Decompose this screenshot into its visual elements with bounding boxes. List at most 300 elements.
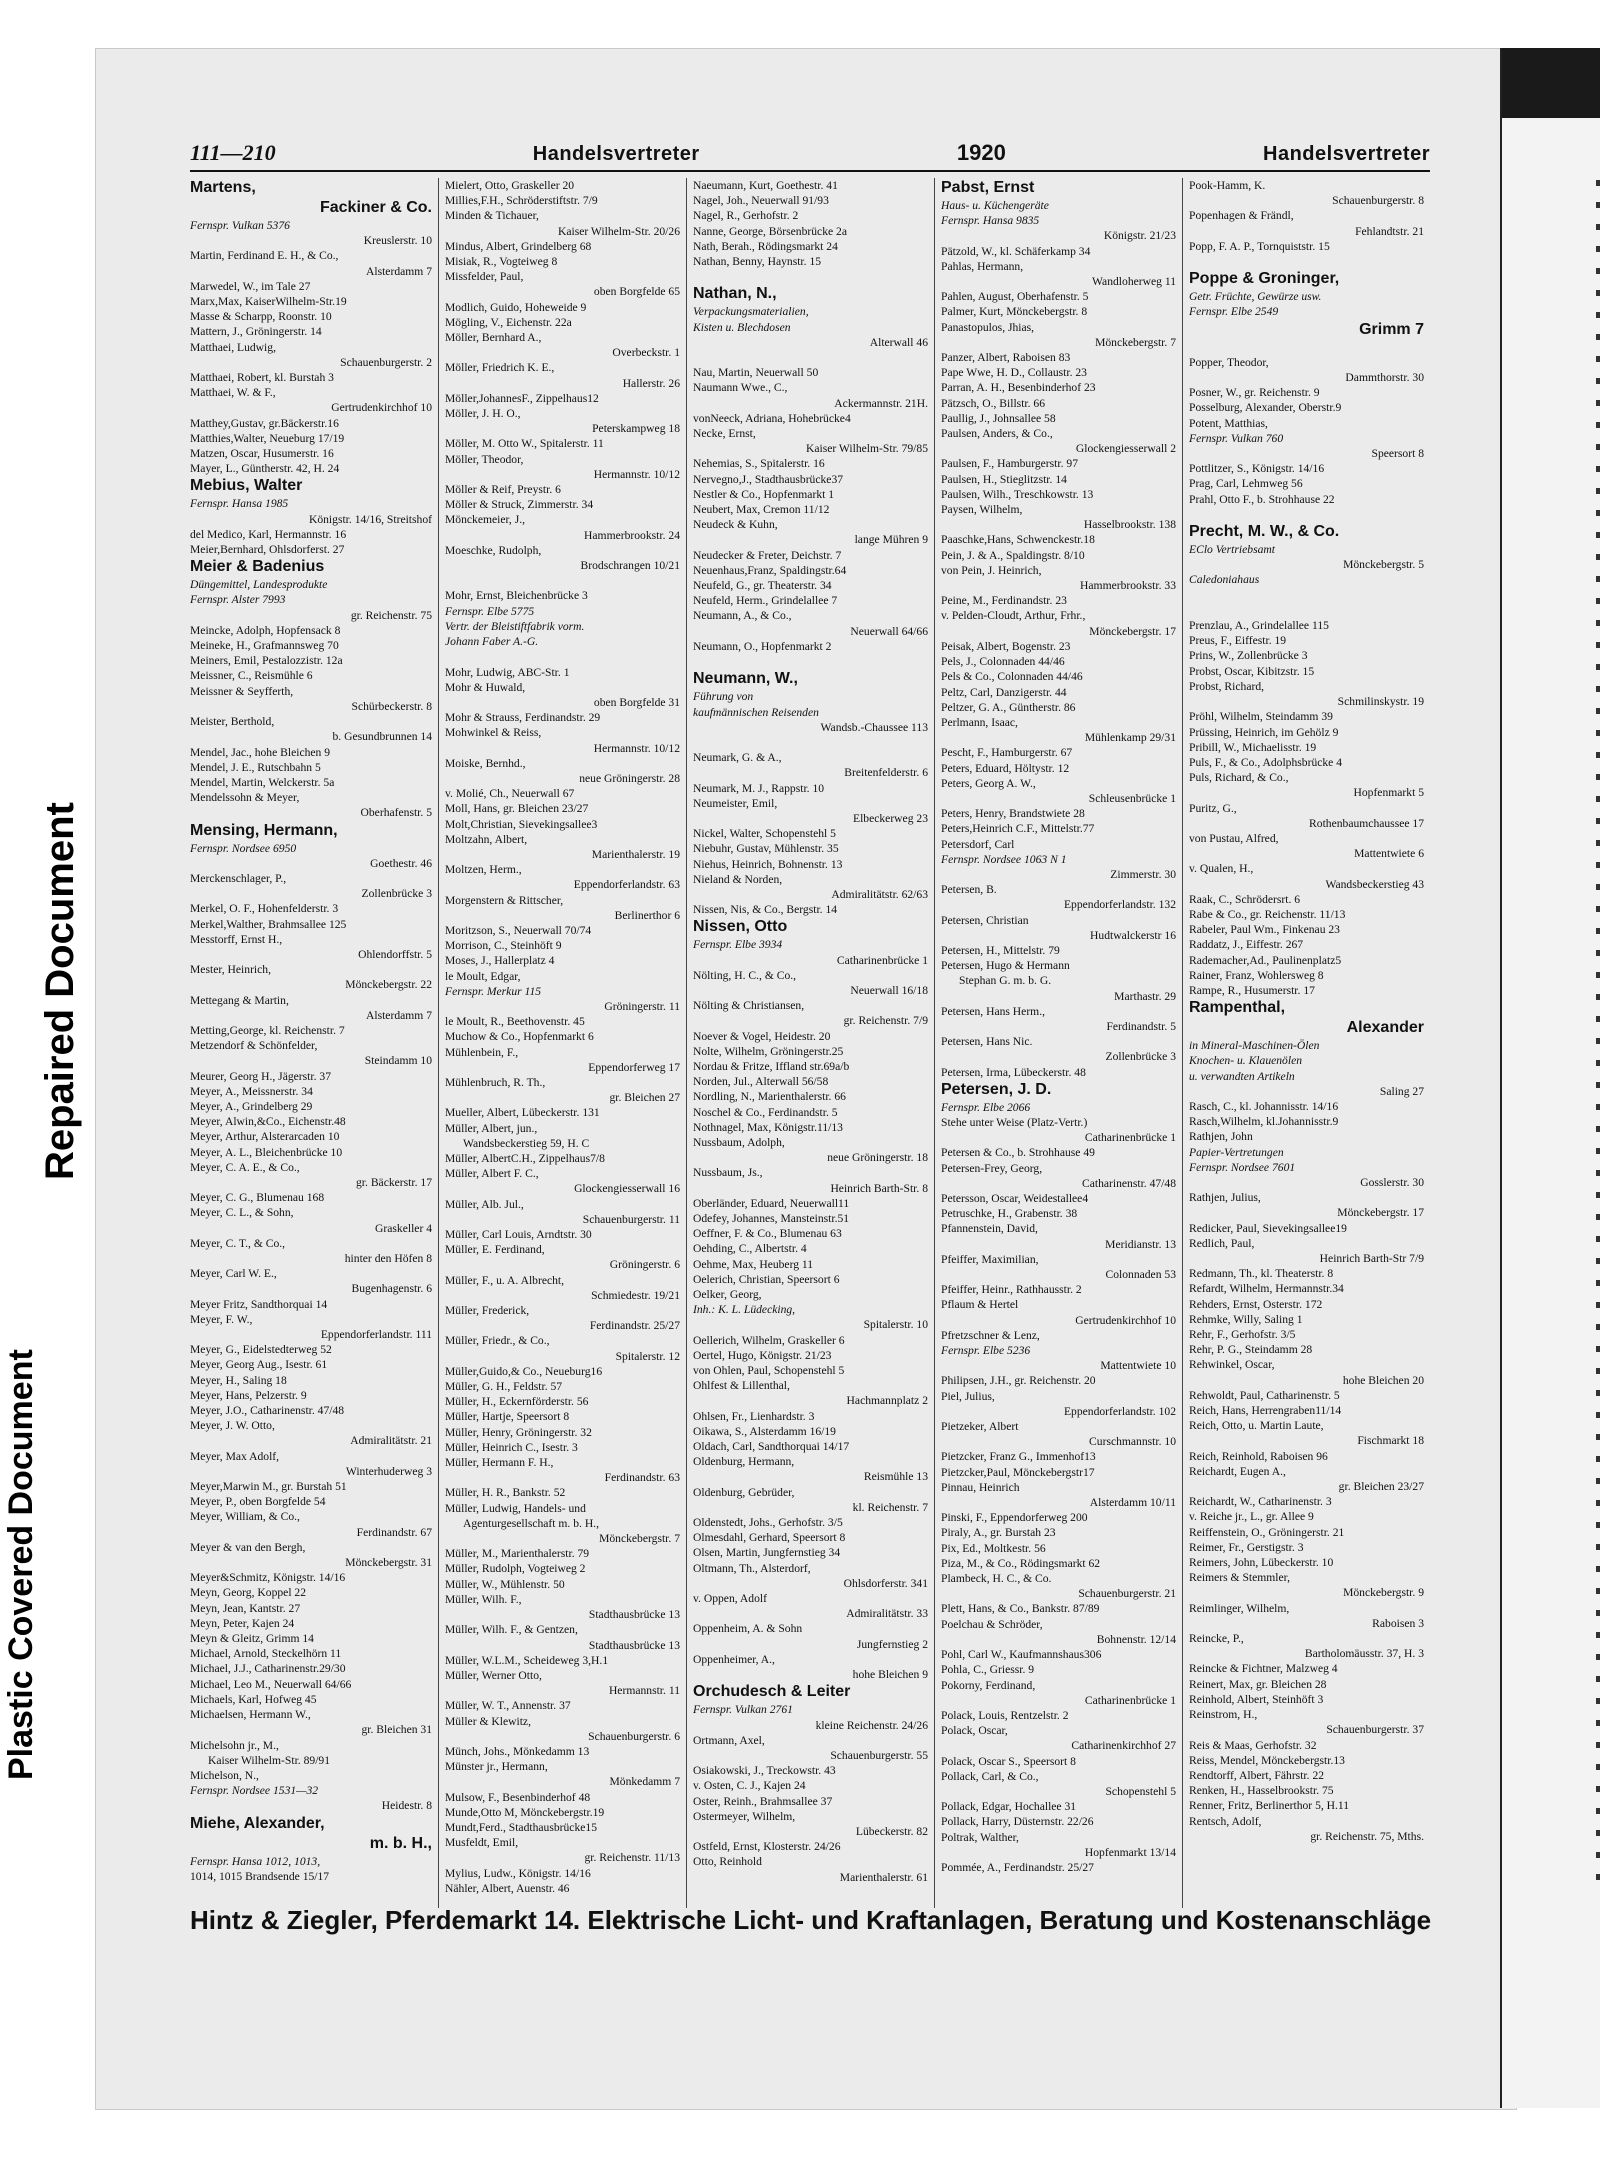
listing-line: Mühlenkamp 29/31: [1084, 731, 1176, 745]
listing-line: Heinrich Barth-Str. 8: [830, 1181, 928, 1195]
listing-line: Möller, Bernhard A.,: [445, 331, 542, 345]
listing-line: Mönckebergstr. 5: [1343, 558, 1424, 572]
listing-line: Nordling, N., Marienthalerstr. 66: [693, 1090, 846, 1104]
listing-line: Oelerich, Christian, Speersort 6: [693, 1272, 840, 1286]
listing-line: Pottlitzer, S., Königstr. 14/16: [1189, 462, 1325, 476]
listing-line: Neufeld, Herm., Grindelallee 7: [693, 594, 838, 608]
listing-line: lange Mühren 9: [854, 533, 928, 547]
listing-line: Meyer, Hans, Pelzerstr. 9: [190, 1388, 307, 1402]
listing-line: Meyer, A., Grindelberg 29: [190, 1099, 313, 1113]
listing-line: Meyer&Schmitz, Königstr. 14/16: [190, 1571, 346, 1585]
listing-line: Verpackungsmaterialien,: [693, 305, 809, 319]
listing-line: Möller, M. Otto W., Spitalerstr. 11: [445, 437, 604, 451]
listing-line: Müller, Henry, Gröningerstr. 32: [445, 1425, 592, 1439]
listing-line: Oldenstedt, Johs., Gerhofstr. 3/5: [693, 1516, 843, 1530]
listing-line: Eppendorferweg 17: [588, 1060, 680, 1074]
year: 1920: [956, 140, 1006, 165]
listing-line: Petersen, Irma, Lübeckerstr. 48: [941, 1065, 1086, 1079]
listing-line: Naumann Wwe., C.,: [693, 381, 788, 395]
listing-line: Ferdinandstr. 67: [356, 1525, 432, 1539]
listing-line: Rehmke, Willy, Saling 1: [1189, 1312, 1303, 1326]
listing-heading: Precht, M. W., & Co.: [1189, 523, 1340, 541]
listing-line: Meyn, Peter, Kajen 24: [190, 1616, 295, 1630]
listing-line: Redlich, Paul,: [1189, 1236, 1255, 1250]
listing-line: Hasselbrookstr. 138: [1083, 518, 1176, 532]
listing-line: Wandsbeckerstieg 59, H. C: [463, 1136, 590, 1150]
listing-line: Poltrak, Walther,: [941, 1830, 1019, 1844]
listing-line: gr. Reichenstr. 75, Mths.: [1310, 1829, 1424, 1843]
listing-heading: Orchudesch & Leiter: [693, 1683, 851, 1701]
listing-line: Goethestr. 46: [370, 856, 432, 870]
listing-line: Möller, J. H. O.,: [445, 407, 521, 421]
listing-line: Hermannstr. 11: [608, 1684, 680, 1698]
listing-line: Mohr & Huwald,: [445, 680, 526, 694]
listing-line: Königstr. 21/23: [1103, 229, 1176, 243]
listing-line: Nähler, Albert, Auenstr. 46: [445, 1881, 570, 1895]
listing-line: Catharinenbrücke 1: [836, 953, 928, 967]
column-1: [190, 178, 438, 1908]
listing-line: Oldach, Carl, Sandthorquai 14/17: [693, 1440, 850, 1454]
listing-line: Schopenstehl 5: [1105, 1784, 1176, 1798]
page-range: 111—210: [190, 140, 276, 165]
listing-line: Martin, Ferdinand E. H., & Co.,: [190, 249, 339, 263]
listing-line: Zimmerstr. 30: [1110, 867, 1176, 881]
listing-line: Meineke, H., Grafmannsweg 70: [190, 639, 339, 653]
listing-line: Peisak, Albert, Bogenstr. 23: [941, 639, 1071, 653]
listing-line: Kaiser Wilhelm-Str. 20/26: [557, 224, 680, 238]
column-2: [438, 178, 686, 1908]
listing-line: Olmesdahl, Gerhard, Speersort 8: [693, 1531, 846, 1545]
listing-line: Neumark, M. J., Rappstr. 10: [693, 781, 825, 795]
listing-line: Müller, G. H., Feldstr. 57: [445, 1380, 563, 1394]
listing-line: Peltzer, G. A., Güntherstr. 86: [941, 700, 1076, 714]
listing-line: Schauenburgerstr. 6: [588, 1729, 680, 1743]
listing-line: Reis & Maas, Gerhofstr. 32: [1189, 1738, 1317, 1752]
listing-line: Müller, AlbertC.H., Zippelhaus7/8: [445, 1152, 605, 1165]
listing-line: Stehe unter Weise (Platz-Vertr.): [941, 1115, 1088, 1129]
listing-line: Möller,JohannesF., Zippelhaus12: [445, 391, 599, 405]
listing-line: Spitalerstr. 12: [615, 1349, 680, 1363]
listing-line: Curschmannstr. 10: [1089, 1435, 1176, 1449]
listing-line: Polack, Oscar,: [941, 1724, 1008, 1738]
listing-line: Fernspr. Hansa 1985: [190, 497, 289, 511]
listing-line: Zollenbrücke 3: [361, 887, 432, 901]
listing-line: Missfelder, Paul,: [445, 270, 524, 284]
listing-line: Admiralitätstr. 21: [350, 1434, 432, 1448]
listing-line: Schauenburgerstr. 37: [1326, 1723, 1424, 1737]
listing-heading: Meier & Badenius: [190, 558, 325, 576]
listing-line: Meyer, J. W. Otto,: [190, 1419, 275, 1433]
listing-line: Panastopulos, Jhias,: [941, 320, 1035, 334]
listing-line: Plett, Hans, & Co., Bankstr. 87/89: [941, 1602, 1100, 1616]
listing-line: Königstr. 14/16, Streitshof: [308, 512, 432, 526]
listing-line: Mönckebergstr. 7: [1095, 335, 1176, 349]
listing-line: Nehemias, S., Spitalerstr. 16: [693, 457, 825, 471]
listing-line: v. Osten, C. J., Kajen 24: [693, 1779, 806, 1793]
listing-heading: Rampenthal,: [1189, 999, 1286, 1017]
listing-line: Catharinenkirchhof 27: [1071, 1739, 1176, 1753]
listing-line: Posselburg, Alexander, Oberstr.9: [1189, 401, 1342, 415]
listing-line: Reich, Otto, u. Martin Laute,: [1189, 1419, 1324, 1433]
listing-line: Nau, Martin, Neuerwall 50: [693, 366, 819, 380]
listing-line: v. Qualen, H.,: [1189, 862, 1254, 876]
listing-line: Stephan G. m. b. G.: [959, 974, 1052, 988]
listing-line: Moeschke, Rudolph,: [445, 543, 542, 557]
listing-line: Breitenfelderstr. 6: [844, 766, 928, 780]
listing-line: Pokorny, Ferdinand,: [941, 1678, 1036, 1692]
listing-line: Mattentwiete 10: [1100, 1359, 1176, 1373]
listing-line: hohe Bleichen 20: [1342, 1373, 1424, 1387]
listing-line: Oldenburg, Gebrüder,: [693, 1485, 795, 1499]
listing-line: Schmilinskystr. 19: [1337, 695, 1424, 709]
listing-line: hinter den Höfen 8: [344, 1252, 432, 1265]
listing-line: Nervegno,J., Stadthausbrücke37: [693, 472, 844, 486]
listing-line: Hammerbrookstr. 24: [584, 528, 680, 542]
listing-line: Palmer, Kurt, Mönckebergstr. 8: [941, 305, 1088, 319]
listing-line: Petersdorf, Carl: [941, 837, 1015, 851]
listing-line: Pribill, W., Michaelisstr. 19: [1189, 740, 1317, 754]
listing-line: Peters, Georg A. W.,: [941, 776, 1036, 790]
listing-line: Saling 27: [1379, 1084, 1424, 1098]
listing-line: Prenzlau, A., Grindelallee 115: [1189, 619, 1329, 633]
listing-line: Petersen, Hans Herm.,: [941, 1004, 1045, 1018]
listing-line: Eppendorferlandstr. 102: [1063, 1404, 1176, 1418]
listing-line: Meyer, Alwin,&Co., Eichenstr.48: [190, 1115, 346, 1129]
listing-line: Gosslerstr. 30: [1360, 1175, 1424, 1189]
listing-line: Nagel, Joh., Neuerwall 91/93: [693, 194, 829, 208]
listing-line: Petersen, B.: [941, 883, 997, 897]
listing-line: Mühlenbruch, R. Th.,: [445, 1075, 546, 1089]
listing-line: Nissen, Nis, & Co., Bergstr. 14: [693, 903, 838, 917]
section-title-right: Handelsvertreter: [1263, 143, 1430, 165]
listing-line: Marthastr. 29: [1114, 989, 1176, 1003]
listing-line: Mönckebergstr. 9: [1343, 1586, 1424, 1600]
listing-line: Polack, Oscar S., Speersort 8: [941, 1754, 1076, 1768]
listing-line: [445, 573, 680, 588]
listing-line: Nieland & Norden,: [693, 872, 783, 886]
listing-line: le Moult, R., Beethovenstr. 45: [445, 1015, 585, 1029]
listing-line: Müller, Werner Otto,: [445, 1668, 542, 1682]
listing-line: Reich, Hans, Herrengraben11/14: [1189, 1404, 1342, 1418]
listing-line: Heinrich Barth-Str 7/9: [1319, 1252, 1424, 1265]
listing-line: Niehus, Heinrich, Bohnenstr. 13: [693, 857, 843, 871]
listing-line: Müller, Ludwig, Handels- und: [445, 1501, 586, 1515]
listing-line: oben Borgfelde 31: [593, 695, 680, 709]
listing-line: Pietzeker, Albert: [941, 1420, 1019, 1434]
listing-line: Bohnenstr. 12/14: [1096, 1632, 1176, 1646]
listing-line: Gröningerstr. 6: [609, 1258, 680, 1272]
listing-line: Paullig, J., Johnsallee 58: [941, 411, 1056, 425]
listing-line: kleine Reichenstr. 24/26: [815, 1718, 928, 1732]
listing-line: Petersen, H., Mittelstr. 79: [941, 943, 1060, 957]
listing-line: Möller & Reif, Preystr. 6: [445, 483, 561, 497]
listing-line: Oberländer, Eduard, Neuerwall11: [693, 1196, 850, 1210]
listing-line: Admiralitätstr. 62/63: [831, 887, 928, 901]
listing-line: Elbeckerweg 23: [852, 811, 928, 825]
listing-line: Müller,Guido,& Co., Neueburg16: [445, 1364, 603, 1378]
listing-line: Odefey, Johannes, Mansteinstr.51: [693, 1212, 850, 1225]
listing-line: Fernspr. Nordsee 6950: [190, 841, 297, 855]
listing-line: Ohlsen, Fr., Lienhardstr. 3: [693, 1409, 815, 1423]
listing-line: Meyer, C. G., Blumenau 168: [190, 1191, 325, 1205]
listing-line: Pfannenstein, David,: [941, 1222, 1038, 1236]
listing-line: u. verwandten Artikeln: [1189, 1069, 1295, 1083]
listing-line: Noschel & Co., Ferdinandstr. 5: [693, 1105, 838, 1119]
listing-line: Pohla, C., Griessr. 9: [941, 1663, 1035, 1677]
listing-line: Rothenbaumchaussee 17: [1309, 816, 1424, 830]
listing-line: Pietzcker, Franz G., Immenhof13: [941, 1450, 1096, 1464]
listing-line: von Pustau, Alfred,: [1189, 831, 1279, 845]
listing-line: Matthies,Walter, Neueburg 17/19: [190, 431, 345, 445]
listing-line: Renner, Fritz, Berlinerthor 5, H.11: [1189, 1799, 1350, 1813]
listing-line: Norden, Jul., Alterwall 56/58: [693, 1075, 829, 1089]
listing-line: Rainer, Franz, Wohlersweg 8: [1189, 968, 1324, 982]
listing-line: Nagel, R., Gerhofstr. 2: [693, 209, 799, 223]
listing-line: Niebuhr, Gustav, Mühlenstr. 35: [693, 842, 839, 856]
listing-line: gr. Reichenstr. 7/9: [843, 1014, 928, 1028]
listing-line: Pfretzschner & Lenz,: [941, 1328, 1040, 1342]
listing-line: Müller, Friedr., & Co.,: [445, 1334, 550, 1348]
listing-line: Neufeld, G., gr. Theaterstr. 34: [693, 579, 832, 593]
listing-line: Müller, E. Ferdinand,: [445, 1243, 545, 1257]
listing-line: Petersen-Frey, Georg,: [941, 1161, 1043, 1175]
listing-line: Puritz, G.,: [1189, 801, 1237, 815]
footer-advertisement: Hintz & Ziegler, Pferdemarkt 14. Elektrische Licht- und Kraftanlagen, Beratung und Kostenanschläge: [190, 1905, 1432, 1935]
listing-line: Mönckebergstr. 22: [345, 978, 432, 992]
listing-line: Molt,Christian, Sievekingsallee3: [445, 817, 598, 831]
listing-line: Fehlandtstr. 21: [1355, 224, 1424, 238]
listing-line: Moltzen, Herm.,: [445, 863, 522, 877]
listing-line: v. Molié, Ch., Neuerwall 67: [445, 787, 575, 801]
listing-line: Berlinerthor 6: [614, 908, 680, 922]
listing-line: Rehwoldt, Paul, Catharinenstr. 5: [1189, 1388, 1340, 1402]
listing-line: Nussbaum, Adolph,: [693, 1135, 785, 1149]
listing-line: Marwedel, W., im Tale 27: [190, 279, 311, 293]
listing-line: Paysen, Wilhelm,: [941, 503, 1023, 517]
listing-line: Paaschke,Hans, Schwenckestr.18: [941, 533, 1095, 547]
listing-line: Pietzcker,Paul, Mönckebergstr17: [941, 1465, 1095, 1479]
listing-line: Probst, Richard,: [1189, 679, 1265, 693]
listing-line: [693, 350, 928, 365]
listing-line: Potent, Matthias,: [1189, 416, 1268, 430]
listing-line: Mohr, Ludwig, ABC-Str. 1: [445, 665, 570, 679]
listing-line: Münch, Johs., Mönkedamm 13: [445, 1744, 590, 1758]
listing-line: Paulsen, H., Stieglitzstr. 14: [941, 472, 1067, 486]
listing-line: Fernspr. Nordsee 1531—32: [190, 1784, 319, 1798]
listing-line: Oltmann, Th., Alsterdorf,: [693, 1561, 811, 1575]
listing-line: Hermannstr. 10/12: [593, 467, 680, 481]
listing-line: Panzer, Albert, Raboisen 83: [941, 351, 1071, 365]
listing-line: Morgenstern & Rittscher,: [445, 893, 564, 907]
listing-line: Ohlendorffstr. 5: [358, 947, 432, 961]
listing-line: Neumark, G. & A.,: [693, 751, 782, 765]
listing-line: Pels & Co., Colonnaden 44/46: [941, 670, 1083, 684]
listing-line: Müller, W.L.M., Scheideweg 3,H.1: [445, 1653, 609, 1667]
listing-line: Ohlsdorferstr. 341: [843, 1576, 928, 1590]
column-3: [686, 178, 934, 1908]
listing-line: Pix, Ed., Moltkestr. 56: [941, 1541, 1046, 1555]
listing-line: Nölting, H. C., & Co.,: [693, 968, 797, 982]
listing-line: Meincke, Adolph, Hopfensack 8: [190, 623, 341, 637]
listing-line: Oldenburg, Hermann,: [693, 1455, 795, 1469]
listing-line: Petersen, Hans Nic.: [941, 1035, 1033, 1049]
listing-line: gr. Reichenstr. 11/13: [584, 1851, 680, 1865]
listing-line: Pollack, Carl, & Co.,: [941, 1769, 1039, 1783]
listing-line: Peltz, Carl, Danzigerstr. 44: [941, 685, 1067, 699]
listing-heading: m. b. H.,: [369, 1834, 432, 1852]
listing-line: Rabe & Co., gr. Reichenstr. 11/13: [1189, 907, 1346, 921]
listing-line: Hopfenmarkt 13/14: [1084, 1845, 1176, 1859]
listing-line: Reichardt, Eugen A.,: [1189, 1464, 1286, 1478]
listing-line: Petersen & Co., b. Strohhause 49: [941, 1146, 1095, 1160]
listing-line: Spitalerstr. 10: [863, 1318, 928, 1332]
listing-line: Nathan, Benny, Haynstr. 15: [693, 255, 822, 269]
listing-line: [1189, 588, 1424, 603]
listing-line: Musfeldt, Emil,: [445, 1836, 519, 1850]
listing-line: Mendel, J. E., Rutschbahn 5: [190, 760, 321, 774]
listing-line: Mönckemeier, J.,: [445, 513, 526, 527]
next-page-edge: [1500, 48, 1600, 2108]
listing-line: Dammthorstr. 30: [1345, 371, 1424, 385]
listing-line: Mohr, Ernst, Bleichenbrücke 3: [445, 589, 588, 603]
listing-line: Renken, H., Hasselbrookstr. 75: [1189, 1784, 1334, 1798]
listing-line: Olsen, Martin, Jungfernstieg 34: [693, 1546, 841, 1560]
listing-line: Matthey,Gustav, gr.Bäckerstr.16: [190, 416, 339, 430]
listing-line: Caledoniahaus: [1189, 573, 1260, 587]
listing-line: Eppendorferlandstr. 63: [573, 878, 680, 892]
listing-line: Peters, Eduard, Höltystr. 12: [941, 761, 1070, 775]
listing-line: Meister, Berthold,: [190, 715, 275, 729]
listing-line: Hermannstr. 10/12: [593, 741, 680, 755]
listing-line: Alsterdamm 10/11: [1089, 1496, 1176, 1510]
listing-line: Posner, W., gr. Reichenstr. 9: [1189, 386, 1320, 400]
listing-line: Rentsch, Adolf,: [1189, 1814, 1262, 1828]
listing-line: Pflaum & Hertel: [941, 1298, 1019, 1312]
listing-line: Bartholomäusstr. 37, H. 3: [1304, 1647, 1424, 1661]
listing-line: Marx,Max, KaiserWilhelm-Str.19: [190, 295, 347, 309]
listing-line: Otto, Reinhold: [693, 1855, 762, 1869]
listing-line: Paulsen, F., Hamburgerstr. 97: [941, 457, 1079, 471]
listing-line: Führung von: [693, 690, 754, 704]
listing-line: Admiralitätstr. 33: [846, 1607, 928, 1621]
listing-line: Mattern, J., Gröningerstr. 14: [190, 325, 322, 339]
listing-line: Refardt, Wilhelm, Hermannstr.34: [1189, 1282, 1344, 1296]
listing-line: Pommée, A., Ferdinandstr. 25/27: [941, 1860, 1094, 1874]
listing-line: Heidestr. 8: [381, 1799, 432, 1813]
listing-line: Kaiser Wilhelm-Str. 89/91: [208, 1753, 331, 1767]
listing-line: Mönkedamm 7: [609, 1775, 680, 1789]
listing-line: Gröningerstr. 11: [604, 999, 680, 1013]
listing-line: [693, 735, 928, 750]
listing-line: Pröhl, Wilhelm, Steindamm 39: [1189, 710, 1333, 724]
listing-line: kaufmännischen Reisenden: [693, 705, 819, 719]
listing-line: Mattentwiete 6: [1354, 847, 1424, 861]
listing-line: Rehr, F., Gerhofstr. 3/5: [1189, 1328, 1296, 1342]
listing-line: Meissner & Seyfferth,: [190, 684, 294, 698]
listing-line: Knochen- u. Klauenölen: [1189, 1054, 1303, 1068]
listing-line: Piraly, A., gr. Burstah 23: [941, 1526, 1056, 1540]
listing-line: Glockengiesserwall 16: [574, 1182, 680, 1196]
listing-line: b. Gesundbrunnen 14: [332, 730, 432, 744]
listing-line: Pätzsch, O., Billstr. 66: [941, 396, 1046, 410]
listing-line: Glockengiesserwall 2: [1075, 442, 1176, 456]
listing-line: Reimers & Stemmler,: [1189, 1571, 1290, 1585]
listing-line: Meyn, Jean, Kantstr. 27: [190, 1601, 301, 1615]
listing-line: Mohwinkel & Reiss,: [445, 726, 542, 740]
listing-line: Meyer, C. A. E., & Co.,: [190, 1160, 300, 1174]
listing-line: Munde,Otto M, Mönckebergstr.19: [445, 1805, 605, 1819]
listing-line: vonNeeck, Adriana, Hohebrücke4: [693, 411, 851, 425]
listing-line: Stadthausbrücke 13: [588, 1608, 680, 1622]
listing-line: Nothnagel, Max, Königstr.11/13: [693, 1120, 843, 1134]
listing-line: Peters, Henry, Brandstwiete 28: [941, 807, 1085, 821]
listing-line: Michael, Leo M., Neuerwall 64/66: [190, 1677, 352, 1691]
listing-line: le Moult, Edgar,: [445, 969, 521, 983]
listing-line: Petersen, Christian: [941, 913, 1029, 927]
listing-line: Puls, F., & Co., Adolphsbrücke 4: [1189, 755, 1343, 769]
listing-line: Schauenburgerstr. 2: [340, 355, 432, 369]
listing-line: Raak, C., Schrödersrt. 6: [1189, 892, 1301, 906]
listing-line: Paulsen, Anders, & Co.,: [941, 427, 1053, 441]
listing-line: Prüssing, Heinrich, im Gehölz 9: [1189, 725, 1339, 739]
listing-line: Mundt,Ferd., Stadthausbrücke15: [445, 1820, 597, 1834]
listing-line: Peters,Heinrich C.F., Mittelstr.77: [941, 822, 1095, 836]
listing-line: Möller & Struck, Zimmerstr. 34: [445, 498, 594, 512]
listing-line: gr. Reichenstr. 75: [350, 608, 432, 622]
listing-line: Minden & Tichauer,: [445, 209, 539, 223]
listing-line: Redicker, Paul, Sievekingsallee19: [1189, 1221, 1347, 1235]
listing-line: Alsterdamm 7: [365, 1008, 432, 1022]
column-4: [934, 178, 1182, 1908]
listing-line: Michael, J.J., Catharinenstr.29/30: [190, 1662, 346, 1676]
listing-line: Neuenhaus,Franz, Spaldingstr.64: [693, 563, 847, 577]
listing-line: Prag, Carl, Lehmweg 56: [1189, 477, 1303, 491]
listing-line: Müller, H. R., Bankstr. 52: [445, 1486, 566, 1500]
section-title-left: Handelsvertreter: [532, 143, 700, 165]
listing-line: Morrison, C., Steinhöft 9: [445, 939, 562, 953]
listing-line: Fernspr. Vulkan 760: [1189, 431, 1284, 445]
listing-line: Pfeiffer, Heinr., Rathhausstr. 2: [941, 1283, 1082, 1297]
listing-line: neue Gröningerstr. 18: [827, 1151, 928, 1165]
next-page-text-edge: [1596, 180, 1600, 1880]
listing-line: Piel, Julius,: [941, 1389, 995, 1403]
listing-line: Meier,Bernhard, Ohlsdorferst. 27: [190, 543, 345, 557]
listing-line: Peterskampweg 18: [592, 422, 680, 436]
listing-line: Pinnau, Heinrich: [941, 1480, 1020, 1494]
listing-line: Michael, Arnold, Steckelhörn 11: [190, 1647, 342, 1661]
listing-line: Lübeckerstr. 82: [855, 1824, 928, 1838]
listing-line: Müller & Klewitz,: [445, 1714, 531, 1728]
listing-line: Schauenburgerstr. 21: [1078, 1587, 1176, 1601]
listing-line: Nölting & Christiansen,: [693, 999, 805, 1013]
listing-line: Mester, Heinrich,: [190, 963, 271, 977]
listing-line: Nickel, Walter, Schopenstehl 5: [693, 827, 836, 841]
listing-heading: Nathan, N.,: [693, 285, 777, 303]
listing-line: Ostfeld, Ernst, Klosterstr. 24/26: [693, 1840, 841, 1854]
listing-line: v. Reiche jr., L., gr. Allee 9: [1189, 1510, 1314, 1524]
listing-line: Meyer, Max Adolf,: [190, 1449, 280, 1463]
listing-line: Marienthalerstr. 61: [839, 1870, 928, 1884]
listing-line: Pollack, Edgar, Hochallee 31: [941, 1800, 1077, 1814]
listing-line: Pook-Hamm, K.: [1189, 179, 1266, 192]
column-5: [1182, 178, 1430, 1908]
listing-line: Pollack, Harry, Düsternstr. 22/26: [941, 1815, 1094, 1829]
listing-line: Muchow & Co., Hopfenmarkt 6: [445, 1030, 594, 1044]
listing-line: Müller, H., Eckernförderstr. 56: [445, 1395, 589, 1409]
listing-line: Reismühle 13: [863, 1470, 928, 1484]
listing-line: Piza, M., & Co., Rödingsmarkt 62: [941, 1556, 1101, 1570]
listing-line: Fernspr. Elbe 5775: [445, 604, 535, 618]
